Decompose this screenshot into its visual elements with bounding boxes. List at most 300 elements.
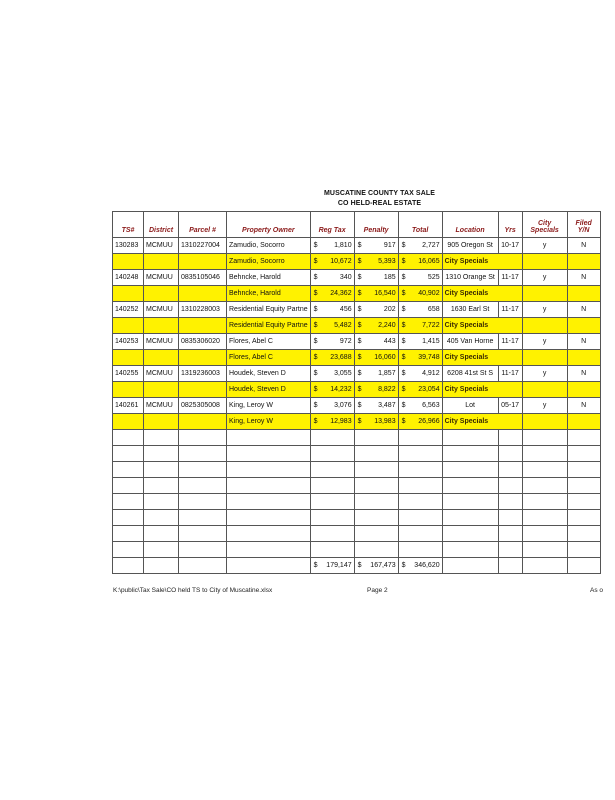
city-specials-label: City Specials [442,382,522,398]
blank-cell [310,542,354,558]
blank-cell [113,510,144,526]
property-owner: Residential Equity Partne [227,302,311,318]
currency-symbol: $ [401,274,406,281]
blank-cell [442,462,498,478]
blank-cell [567,510,600,526]
total [398,398,442,414]
currency-symbol: $ [313,370,318,377]
blank-cell [310,510,354,526]
reg-tax [310,238,354,254]
city-specials-row [113,254,601,270]
header-row [113,212,601,238]
currency-symbol: $ [401,322,406,329]
city-specials-row [113,318,601,334]
blank-cell [498,558,522,574]
specials-penalty-value: 2,240 [378,322,396,329]
currency-symbol: $ [401,290,406,297]
currency-symbol: $ [401,402,406,409]
ts-number: 140261 [113,398,144,414]
grand-penalty [354,558,398,574]
col-filed: Filed Y/N [567,212,600,238]
blank-cell [498,510,522,526]
blank-cell [398,542,442,558]
blank-cell [144,286,179,302]
blank-cell [179,558,227,574]
blank-cell [113,382,144,398]
blank-cell [179,462,227,478]
blank-cell [113,430,144,446]
blank-cell [398,462,442,478]
total [398,334,442,350]
currency-symbol: $ [313,418,318,425]
table-row [113,334,601,350]
blank-cell [522,254,567,270]
blank-cell [113,286,144,302]
blank-cell [567,318,600,334]
grand-penalty-value: 167,473 [370,562,396,569]
blank-cell [354,446,398,462]
blank-cell [354,478,398,494]
blank-cell [144,558,179,574]
blank-cell [522,286,567,302]
penalty-value: 443 [383,338,396,345]
col-total: Total [398,212,442,238]
blank-cell [144,350,179,366]
penalty-value: 185 [383,274,396,281]
blank-cell [144,254,179,270]
grand-reg-tax [310,558,354,574]
reg-tax-value: 1,810 [334,242,352,249]
location: 1310 Orange St [442,270,498,286]
specials-reg-tax [310,382,354,398]
footer-right-text: As o [590,587,604,594]
blank-cell [179,286,227,302]
filed-flag: N [567,366,600,382]
currency-symbol: $ [313,290,318,297]
blank-cell [567,446,600,462]
currency-symbol: $ [357,562,362,569]
blank-cell [113,414,144,430]
reg-tax [310,270,354,286]
blank-cell [522,430,567,446]
reg-tax [310,334,354,350]
years: 10-17 [498,238,522,254]
blank-cell [498,430,522,446]
blank-cell [567,526,600,542]
ts-number: 140255 [113,366,144,382]
specials-total-value: 40,902 [418,290,440,297]
grand-total [398,558,442,574]
blank-cell [567,558,600,574]
blank-cell [522,350,567,366]
years: 11-17 [498,334,522,350]
penalty [354,270,398,286]
grand-reg-tax-value: 179,147 [326,562,352,569]
blank-cell [227,510,311,526]
blank-cell [522,558,567,574]
specials-reg-tax-value: 23,688 [330,354,352,361]
empty-row [113,510,601,526]
specials-penalty [354,318,398,334]
location: 905 Oregon St [442,238,498,254]
currency-symbol: $ [357,242,362,249]
blank-cell [354,542,398,558]
specials-reg-tax-value: 12,983 [330,418,352,425]
specials-reg-tax [310,414,354,430]
specials-total [398,318,442,334]
empty-row [113,462,601,478]
blank-cell [498,446,522,462]
blank-cell [179,446,227,462]
location: 405 Van Horne [442,334,498,350]
location: 1630 Earl St [442,302,498,318]
blank-cell [398,430,442,446]
blank-cell [567,254,600,270]
blank-cell [310,430,354,446]
blank-cell [442,430,498,446]
specials-penalty-value: 13,983 [374,418,396,425]
city-specials-row [113,286,601,302]
specials-total-value: 26,966 [418,418,440,425]
parcel-number: 0835306020 [179,334,227,350]
total-value: 2,727 [422,242,440,249]
property-owner: Zamudio, Socorro [227,254,311,270]
blank-cell [227,430,311,446]
blank-cell [310,526,354,542]
blank-cell [310,494,354,510]
currency-symbol: $ [357,258,362,265]
blank-cell [144,430,179,446]
specials-reg-tax-value: 24,362 [330,290,352,297]
blank-cell [442,510,498,526]
specials-reg-tax [310,254,354,270]
total [398,366,442,382]
penalty-value: 1,857 [378,370,396,377]
currency-symbol: $ [313,306,318,313]
specials-penalty-value: 8,822 [378,386,396,393]
city-specials-label: City Specials [442,286,522,302]
specials-penalty-value: 16,540 [374,290,396,297]
currency-symbol: $ [401,338,406,345]
location: Lot [442,398,498,414]
specials-penalty [354,286,398,302]
empty-row [113,494,601,510]
currency-symbol: $ [313,338,318,345]
blank-cell [522,526,567,542]
reg-tax-value: 456 [339,306,352,313]
total-value: 658 [427,306,440,313]
specials-total-value: 7,722 [422,322,440,329]
blank-cell [522,414,567,430]
property-owner: Residential Equity Partne [227,318,311,334]
city-specials-flag: y [522,238,567,254]
blank-cell [498,462,522,478]
blank-cell [398,526,442,542]
blank-cell [227,478,311,494]
reg-tax-value: 3,076 [334,402,352,409]
property-owner: King, Leroy W [227,398,311,414]
parcel-number: 1319236003 [179,366,227,382]
specials-total [398,382,442,398]
property-owner: Houdek, Steven D [227,382,311,398]
parcel-number: 1310227004 [179,238,227,254]
specials-total-value: 16,065 [418,258,440,265]
city-specials-label: City Specials [442,350,522,366]
blank-cell [227,462,311,478]
blank-cell [567,462,600,478]
city-specials-flag: y [522,334,567,350]
blank-cell [522,542,567,558]
filed-flag: N [567,238,600,254]
reg-tax [310,366,354,382]
blank-cell [113,318,144,334]
blank-cell [354,526,398,542]
currency-symbol: $ [313,258,318,265]
property-owner: Houdek, Steven D [227,366,311,382]
blank-cell [179,254,227,270]
specials-reg-tax-value: 10,672 [330,258,352,265]
specials-total [398,254,442,270]
blank-cell [567,542,600,558]
blank-cell [113,462,144,478]
filed-flag: N [567,302,600,318]
total-value: 525 [427,274,440,281]
table-row [113,302,601,318]
page-number: Page 2 [367,587,388,594]
blank-cell [227,558,311,574]
reg-tax [310,302,354,318]
specials-reg-tax [310,350,354,366]
blank-cell [354,430,398,446]
blank-cell [310,446,354,462]
currency-symbol: $ [401,242,406,249]
blank-cell [113,254,144,270]
currency-symbol: $ [357,402,362,409]
blank-cell [179,526,227,542]
total [398,238,442,254]
currency-symbol: $ [401,370,406,377]
years: 11-17 [498,366,522,382]
property-owner: King, Leroy W [227,414,311,430]
filed-flag: N [567,334,600,350]
blank-cell [522,318,567,334]
specials-total [398,414,442,430]
blank-cell [144,526,179,542]
blank-cell [179,494,227,510]
property-owner: Behncke, Harold [227,270,311,286]
empty-row [113,446,601,462]
blank-cell [567,382,600,398]
specials-total-value: 23,054 [418,386,440,393]
file-path: K:\public\Tax Sale\CO held TS to City of Muscatine.xlsx [113,587,273,594]
blank-cell [179,542,227,558]
blank-cell [522,446,567,462]
blank-cell [567,350,600,366]
property-owner: Zamudio, Socorro [227,238,311,254]
blank-cell [498,526,522,542]
blank-cell [442,446,498,462]
blank-cell [113,526,144,542]
col-location: Location [442,212,498,238]
city-specials-label: City Specials [442,414,522,430]
col-ts: TS# [113,212,144,238]
blank-cell [113,478,144,494]
penalty [354,398,398,414]
tax-sale-table [112,211,601,574]
table-row [113,238,601,254]
city-specials-label: City Specials [442,318,522,334]
blank-cell [227,542,311,558]
blank-cell [498,542,522,558]
blank-cell [567,478,600,494]
reg-tax [310,398,354,414]
blank-cell [522,510,567,526]
blank-cell [113,542,144,558]
specials-reg-tax-value: 5,482 [334,322,352,329]
blank-cell [442,526,498,542]
property-owner: Behncke, Harold [227,286,311,302]
blank-cell [179,382,227,398]
blank-cell [227,526,311,542]
currency-symbol: $ [401,306,406,313]
total-value: 6,563 [422,402,440,409]
blank-cell [522,382,567,398]
blank-cell [179,318,227,334]
blank-cell [144,446,179,462]
currency-symbol: $ [401,418,406,425]
col-yrs: Yrs [498,212,522,238]
currency-symbol: $ [357,418,362,425]
total-value: 4,912 [422,370,440,377]
blank-cell [144,318,179,334]
location: 6208 41st St S [442,366,498,382]
blank-cell [310,478,354,494]
property-owner: Flores, Abel C [227,334,311,350]
blank-cell [113,350,144,366]
parcel-number: 0835105046 [179,270,227,286]
blank-cell [354,494,398,510]
specials-penalty [354,414,398,430]
district: MCMUU [144,398,179,414]
blank-cell [398,494,442,510]
blank-cell [442,478,498,494]
currency-symbol: $ [357,306,362,313]
total-value: 1,415 [422,338,440,345]
city-specials-flag: y [522,302,567,318]
blank-cell [179,414,227,430]
currency-symbol: $ [357,290,362,297]
currency-symbol: $ [313,562,318,569]
report-subtitle: CO HELD-REAL ESTATE [337,200,422,207]
grand-total-value: 346,620 [414,562,440,569]
reg-tax-value: 340 [339,274,352,281]
blank-cell [442,542,498,558]
district: MCMUU [144,238,179,254]
penalty [354,302,398,318]
total [398,270,442,286]
report-title: MUSCATINE COUNTY TAX SALE [323,190,435,197]
penalty [354,334,398,350]
penalty [354,238,398,254]
filed-flag: N [567,270,600,286]
currency-symbol: $ [357,274,362,281]
blank-cell [398,510,442,526]
currency-symbol: $ [357,338,362,345]
specials-penalty [354,254,398,270]
blank-cell [567,494,600,510]
empty-row [113,542,601,558]
col-reg-tax: Reg Tax [310,212,354,238]
blank-cell [354,462,398,478]
currency-symbol: $ [401,562,406,569]
district: MCMUU [144,270,179,286]
currency-symbol: $ [313,354,318,361]
parcel-number: 0825305008 [179,398,227,414]
empty-row [113,478,601,494]
empty-row [113,430,601,446]
ts-number: 140252 [113,302,144,318]
district: MCMUU [144,334,179,350]
col-parcel: Parcel # [179,212,227,238]
totals-row [113,558,601,574]
reg-tax-value: 972 [339,338,352,345]
blank-cell [113,558,144,574]
specials-total [398,286,442,302]
blank-cell [522,462,567,478]
blank-cell [522,478,567,494]
table-row [113,270,601,286]
penalty-value: 3,487 [378,402,396,409]
blank-cell [113,446,144,462]
currency-symbol: $ [357,386,362,393]
penalty-value: 202 [383,306,396,313]
ts-number: 140248 [113,270,144,286]
city-specials-flag: y [522,398,567,414]
blank-cell [227,446,311,462]
filed-flag: N [567,398,600,414]
currency-symbol: $ [313,402,318,409]
currency-symbol: $ [357,322,362,329]
district: MCMUU [144,302,179,318]
city-specials-row [113,350,601,366]
blank-cell [498,494,522,510]
ts-number: 140253 [113,334,144,350]
city-specials-label: City Specials [442,254,522,270]
specials-penalty [354,382,398,398]
blank-cell [144,542,179,558]
table-row [113,366,601,382]
currency-symbol: $ [313,242,318,249]
blank-cell [113,494,144,510]
table-row [113,398,601,414]
reg-tax-value: 3,055 [334,370,352,377]
specials-reg-tax [310,318,354,334]
blank-cell [522,494,567,510]
city-specials-row [113,382,601,398]
specials-penalty [354,350,398,366]
city-specials-flag: y [522,270,567,286]
currency-symbol: $ [357,370,362,377]
blank-cell [442,558,498,574]
specials-reg-tax [310,286,354,302]
currency-symbol: $ [401,258,406,265]
years: 11-17 [498,302,522,318]
blank-cell [567,430,600,446]
blank-cell [227,494,311,510]
blank-cell [354,510,398,526]
total [398,302,442,318]
blank-cell [567,414,600,430]
